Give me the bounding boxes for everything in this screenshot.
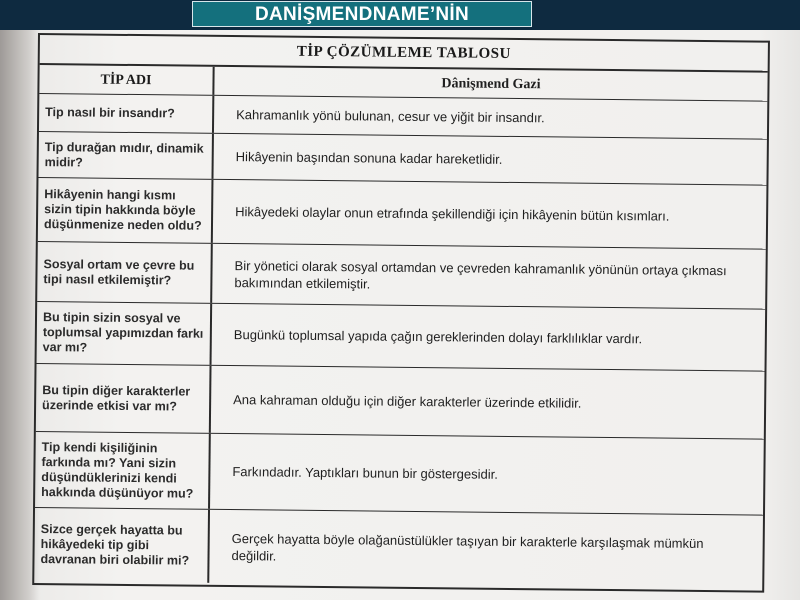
slide-title-banner: DANİŞMENDNAME’NİN	[192, 1, 532, 27]
analysis-table	[32, 33, 770, 593]
table-title: TİP ÇÖZÜMLEME TABLOSU	[40, 35, 768, 73]
row-question: Tip durağan mıdır, dinamik midir?	[38, 132, 213, 179]
table-row	[37, 302, 766, 372]
row-question: Tip nasıl bir insandır?	[39, 94, 214, 133]
header-character-name: Dânişmend Gazi	[441, 75, 541, 92]
row-question: Tip kendi kişiliğinin farkında mı? Yani sizin düşündüklerinizi kendi hakkında düşünüyor mu?	[35, 432, 211, 509]
table-row	[36, 364, 765, 440]
row-answer: Ana kahraman olduğu için diğer karakterler üzerinde etkilidir.	[233, 392, 582, 411]
row-answer: Gerçek hayatta böyle olağanüstülükler taşıyan bir karakterle karşılaşmak mümkün değildir.	[231, 530, 704, 564]
row-answer: Bir yönetici olarak sosyal ortamdan ve çevreden kahramanlık yönünün ortaya çıkması bakımından etkilemiştir.	[234, 257, 727, 291]
header-type-name: TİP ADI	[39, 65, 214, 95]
row-answer: Kahramanlık yönü bulunan, cesur ve yiğit bir insandır.	[236, 107, 545, 126]
row-answer: Hikâyenin başından sonuna kadar hareketlidir.	[235, 149, 503, 167]
row-answer: Farkındadır. Yaptıkları bunun bir göstergesidir.	[232, 464, 498, 482]
table-row	[38, 132, 766, 186]
row-answer: Hikâyedeki olaylar onun etrafında şekillendiği için hikâyenin bütün kısımları.	[235, 204, 670, 224]
table-row	[34, 508, 763, 589]
row-answer: Bugünkü toplumsal yapıda çağın gereklerinden dolayı farklılıklar vardır.	[233, 327, 643, 347]
row-question: Bu tipin sizin sosyal ve toplumsal yapımızdan farkı var mı?	[37, 302, 213, 365]
table-row	[37, 242, 766, 310]
row-question: Bu tipin diğer karakterler üzerinde etkisi var mı?	[36, 364, 212, 433]
table-row	[38, 178, 767, 250]
row-question: Sizce gerçek hayatta bu hikâyedeki tip gibi davranan biri olabilir mi?	[34, 508, 210, 583]
row-question: Hikâyenin hangi kısmı sizin tipin hakkında böyle düşünmenize neden oldu?	[38, 178, 214, 243]
table-row	[35, 432, 764, 516]
row-question: Sosyal ortam ve çevre bu tipi nasıl etkilemiştir?	[37, 242, 213, 303]
